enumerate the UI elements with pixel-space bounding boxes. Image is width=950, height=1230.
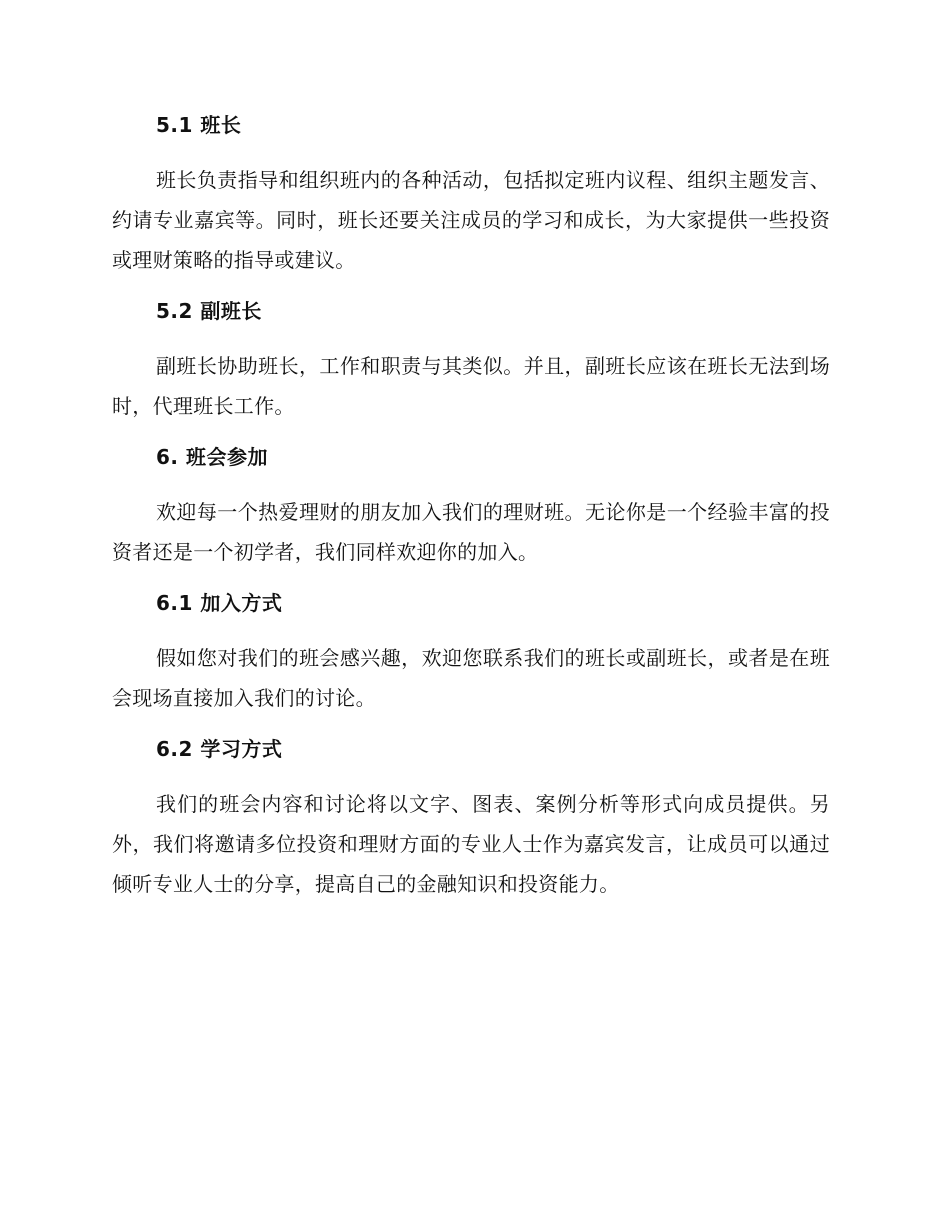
section-heading-6: 6. 班会参加 (156, 445, 268, 469)
section-paragraph-6: 欢迎每一个热爱理财的朋友加入我们的理财班。无论你是一个经验丰富的投资者还是一个初学者，我们同样欢迎你的加入。 (112, 500, 830, 564)
section-paragraph-6-1: 假如您对我们的班会感兴趣，欢迎您联系我们的班长或副班长，或者是在班会现场直接加入我们的讨论。 (112, 646, 830, 710)
section-paragraph-6-2: 我们的班会内容和讨论将以文字、图表、案例分析等形式向成员提供。另外，我们将邀请多位投资和理财方面的专业人士作为嘉宾发言，让成员可以通过倾听专业人士的分享，提高自己的金融知识和投资能力。 (112, 792, 830, 896)
section-heading-6-2: 6.2 学习方式 (156, 737, 283, 761)
document-page (112, 110, 830, 904)
section-heading-5-1: 5.1 班长 (156, 113, 242, 137)
section-heading-6-1: 6.1 加入方式 (156, 591, 283, 615)
section-paragraph-5-2: 副班长协助班长，工作和职责与其类似。并且，副班长应该在班长无法到场时，代理班长工作。 (112, 354, 830, 418)
section-heading-5-2: 5.2 副班长 (156, 299, 262, 323)
section-paragraph-5-1: 班长负责指导和组织班内的各种活动，包括拟定班内议程、组织主题发言、约请专业嘉宾等。同时，班长还要关注成员的学习和成长，为大家提供一些投资或理财策略的指导或建议。 (112, 168, 830, 272)
